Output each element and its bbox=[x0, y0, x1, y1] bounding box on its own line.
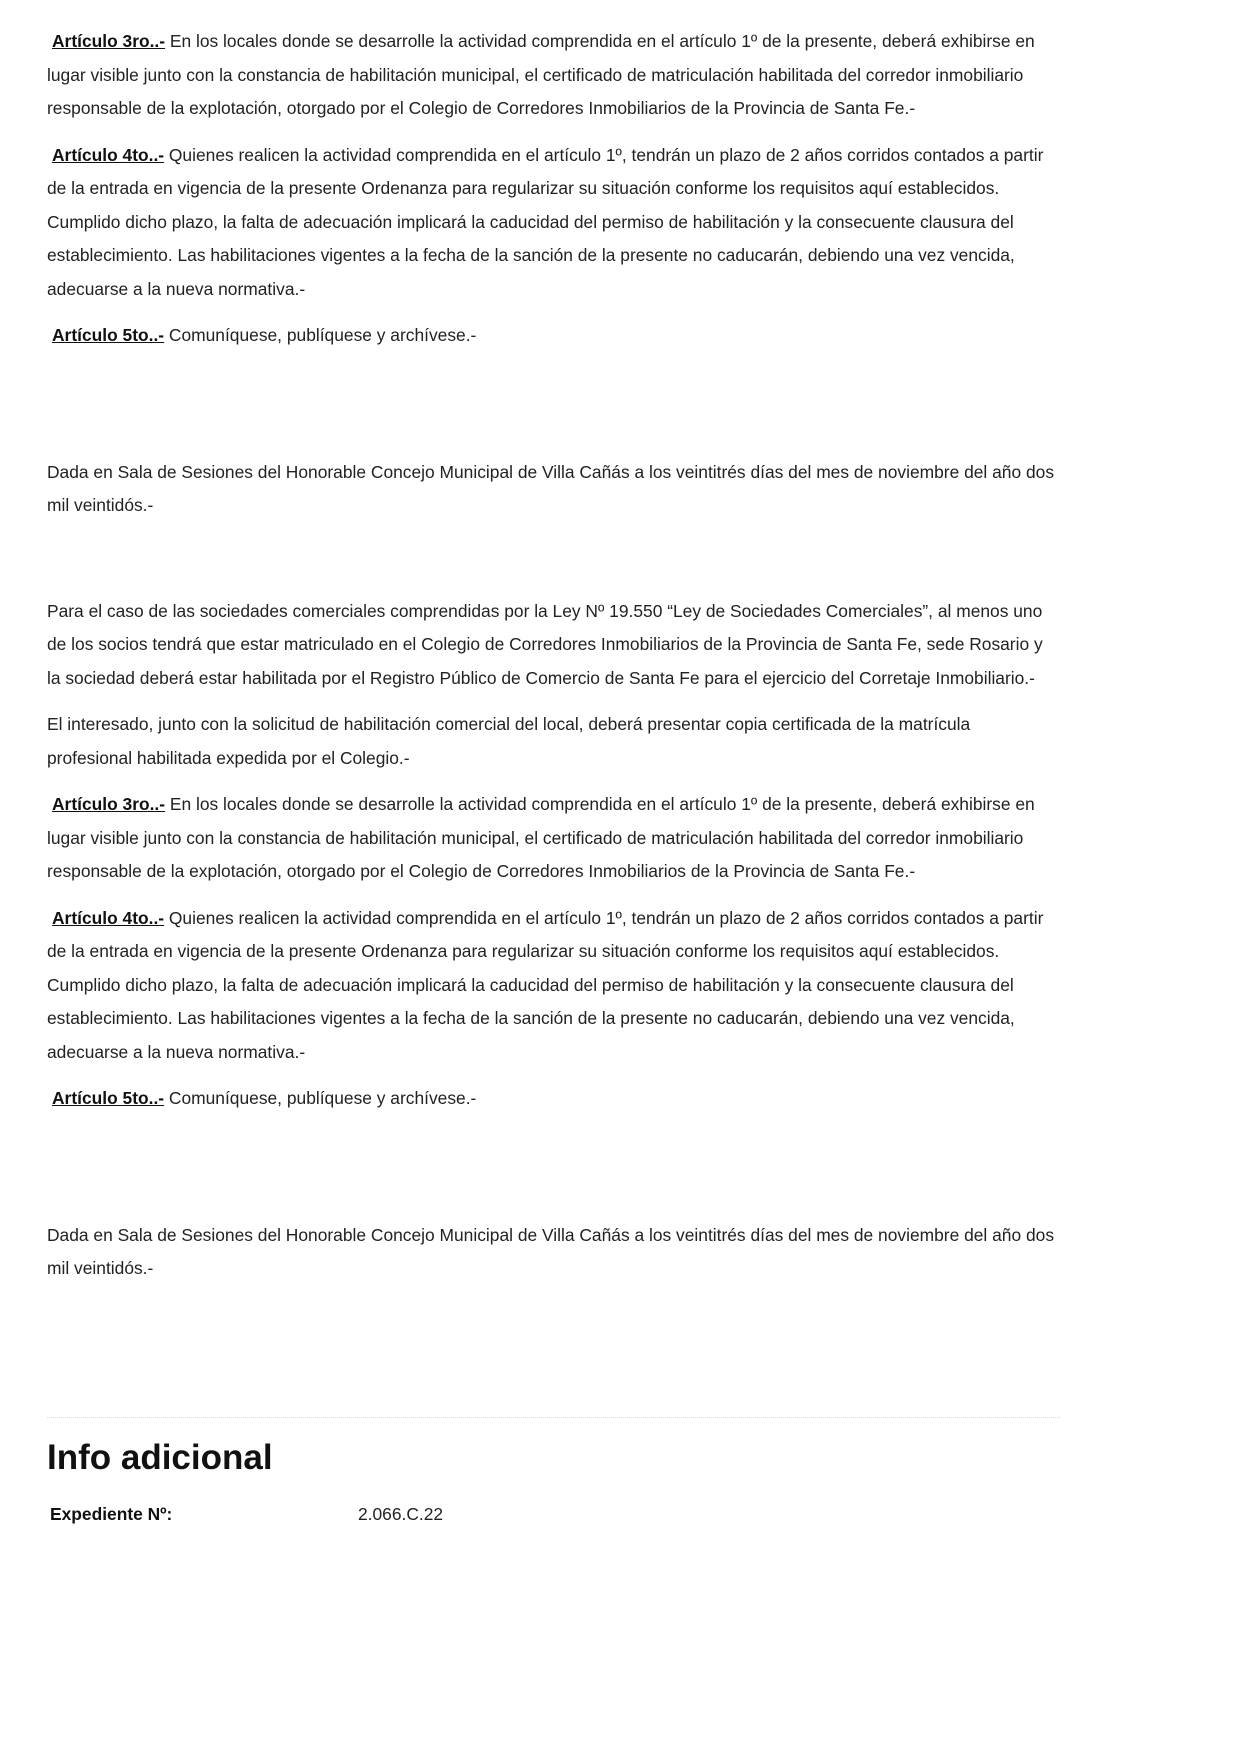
document-body bbox=[47, 25, 1060, 1299]
expediente-label: Expediente Nº: bbox=[50, 1504, 173, 1524]
sociedades-paragraph: Para el caso de las sociedades comerciales comprendidas por la Ley Nº 19.550 “Ley de Sociedades Comerciales”, al menos uno de los socios tendrá que estar matriculado en el Colegio de Corredores Inmobiliarios de la Provincia de Santa Fe, sede Rosario y la sociedad deberá estar habilitada por el Registro Público de Comercio de Santa Fe para el ejercicio del Corretaje Inmobiliario.- bbox=[47, 600, 1043, 688]
article-5-label: Artículo 5to..- bbox=[52, 1088, 165, 1108]
article-5-label: Artículo 5to..- bbox=[52, 325, 165, 345]
article-4-text: Quienes realicen la actividad comprendida en el artículo 1º, tendrán un plazo de 2 años corridos contados a partir de la entrada en vigencia de la presente Ordenanza para regularizar su situación conforme los requisitos aquí establecidos. Cumplido dicho plazo, la falta de adecuación implicará la caducidad del permiso de habilitación y la consecuente clausura del establecimiento. Las habilitaciones vigentes a la fecha de la sanción de la presente no caducarán, debiendo una vez vencida, adecuarse a la nueva normativa.- bbox=[47, 144, 1044, 299]
article-5-paragraph bbox=[47, 1082, 1060, 1116]
spacer bbox=[47, 366, 1060, 456]
article-3-text: En los locales donde se desarrolle la actividad comprendida en el artículo 1º de la presente, deberá exhibirse en lugar visible junto con la constancia de habilitación municipal, el certificado de matriculación habilitada del corredor inmobiliario responsable de la explotación, otorgado por el Colegio de Corredores Inmobiliarios de la Provincia de Santa Fe.- bbox=[47, 794, 1035, 881]
article-4-paragraph bbox=[47, 902, 1060, 1070]
article-3-label: Artículo 3ro..- bbox=[52, 794, 166, 814]
section-divider bbox=[47, 1417, 1060, 1418]
info-heading: Info adicional bbox=[47, 1438, 273, 1477]
spacer bbox=[47, 1129, 1060, 1219]
spacer bbox=[47, 536, 1060, 595]
article-4-label: Artículo 4to..- bbox=[52, 907, 165, 928]
article-3-paragraph bbox=[47, 25, 1060, 126]
interesado-paragraph: El interesado, junto con la solicitud de habilitación comercial del local, deberá presentar copia certificada de la matrícula profesional habilitada expedida por el Colegio.- bbox=[47, 714, 971, 768]
article-5-paragraph bbox=[47, 319, 1060, 353]
expediente-value: 2.066.C.22 bbox=[358, 1504, 444, 1524]
article-4-paragraph bbox=[47, 139, 1060, 307]
article-3-paragraph bbox=[47, 788, 1060, 889]
dada-paragraph: Dada en Sala de Sesiones del Honorable Concejo Municipal de Villa Cañás a los veintitrés días del mes de noviembre del año dos mil veintidós.- bbox=[47, 1224, 1055, 1278]
article-5-text: Comuníquese, publíquese y archívese.- bbox=[164, 325, 477, 345]
article-3-label: Artículo 3ro..- bbox=[52, 31, 166, 51]
article-4-text: Quienes realicen la actividad comprendida en el artículo 1º, tendrán un plazo de 2 años corridos contados a partir de la entrada en vigencia de la presente Ordenanza para regularizar su situación conforme los requisitos aquí establecidos. Cumplido dicho plazo, la falta de adecuación implicará la caducidad del permiso de habilitación y la consecuente clausura del establecimiento. Las habilitaciones vigentes a la fecha de la sanción de la presente no caducarán, debiendo una vez vencida, adecuarse a la nueva normativa.- bbox=[47, 907, 1044, 1062]
article-4-label: Artículo 4to..- bbox=[52, 144, 165, 165]
article-3-text: En los locales donde se desarrolle la actividad comprendida en el artículo 1º de la presente, deberá exhibirse en lugar visible junto con la constancia de habilitación municipal, el certificado de matriculación habilitada del corredor inmobiliario responsable de la explotación, otorgado por el Colegio de Corredores Inmobiliarios de la Provincia de Santa Fe.- bbox=[47, 31, 1035, 118]
dada-paragraph: Dada en Sala de Sesiones del Honorable Concejo Municipal de Villa Cañás a los veintitrés días del mes de noviembre del año dos mil veintidós.- bbox=[47, 461, 1055, 515]
article-5-text: Comuníquese, publíquese y archívese.- bbox=[164, 1088, 477, 1108]
